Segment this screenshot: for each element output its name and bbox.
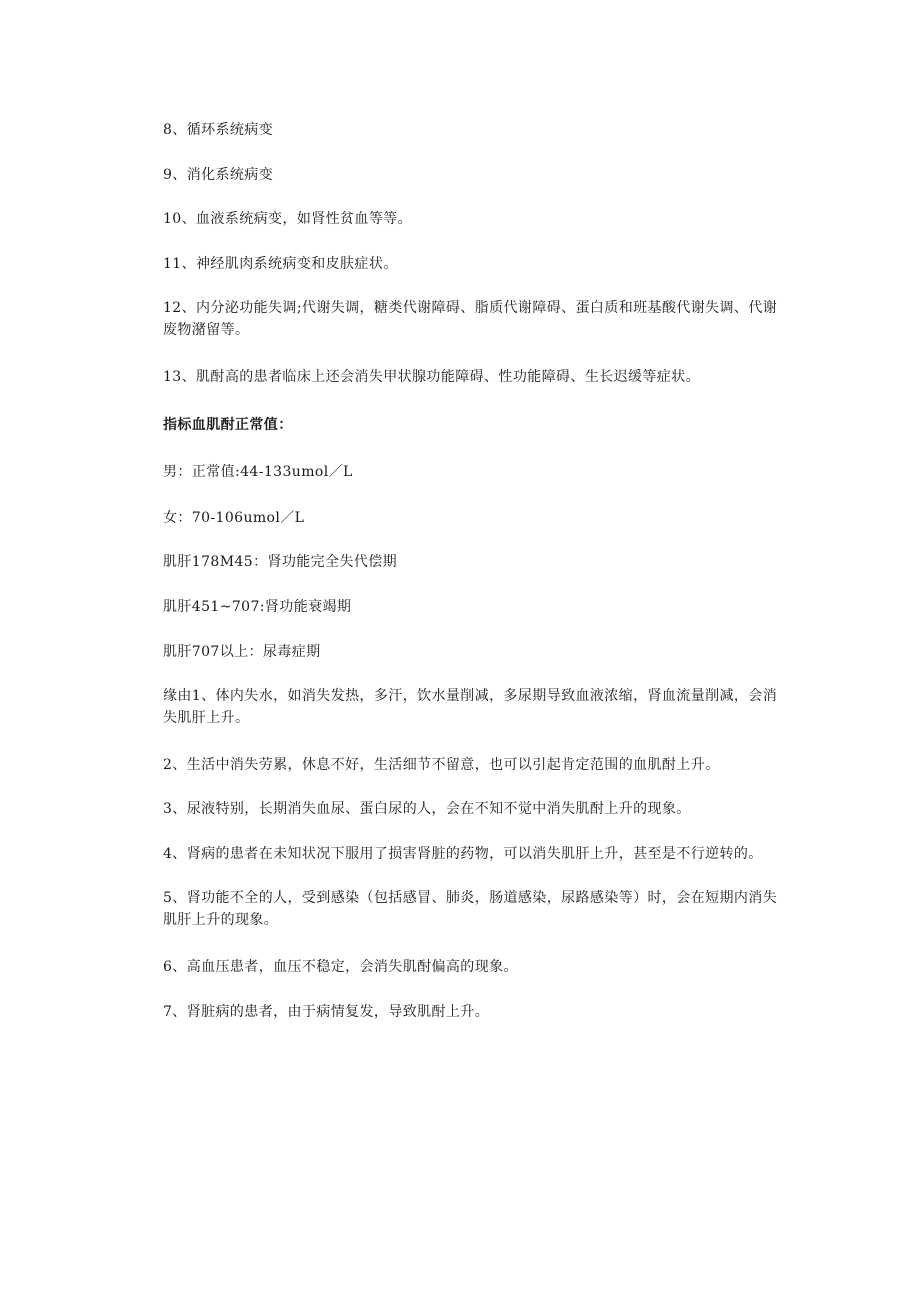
value-stage-failure: 肌肝451~707:肾功能衰竭期 [163, 599, 352, 615]
value-female: 女：70-106umol／L [163, 510, 305, 526]
paragraph-item-13: 13、肌酎高的患者临床上还会消失甲状腺功能障碍、性功能障碍、生长迟缓等症状。 [163, 369, 701, 385]
paragraph-item-10: 10、血液系统病变，如肾性贫血等等。 [163, 211, 413, 227]
cause-item-4: 4、肾病的患者在未知状况下服用了损害肾脏的药物，可以消失肌肝上升，甚至是不行逆转的。 [163, 846, 763, 862]
cause-item-6: 6、高血压患者，血压不稳定，会消失肌酎偏高的现象。 [163, 959, 518, 975]
cause-item-2: 2、生活中消失劳累，休息不好，生活细节不留意，也可以引起肯定范围的血肌酎上升。 [163, 757, 720, 773]
section-heading: 指标血肌酎正常值： [163, 417, 293, 433]
paragraph-item-12: 12、内分泌功能失调;代谢失调，糖类代谢障碍、脂质代谢障碍、蛋白质和班基酸代谢失调、代谢废物潴留等。 [163, 300, 778, 338]
value-stage-decompensated: 肌肝178M45：肾功能完全失代偿期 [163, 554, 398, 570]
paragraph-item-11: 11、神经肌肉系统病变和皮肤症状。 [163, 256, 398, 272]
cause-item-3: 3、尿液特别，长期消失血尿、蛋白尿的人，会在不知不觉中消失肌酎上升的现象。 [163, 801, 691, 817]
cause-item-7: 7、肾脏病的患者，由于病情复发，导致肌酎上升。 [163, 1004, 490, 1020]
cause-item-1: 缘由1、体内失水，如消失发热，多汗，饮水量削减，多尿期导致血液浓缩，肾血流量削减，会消失肌肝上升。 [163, 688, 778, 726]
value-male: 男：正常值:44-133umol／L [163, 464, 353, 480]
value-stage-uremia: 肌肝707以上：尿毒症期 [163, 644, 321, 660]
paragraph-item-9: 9、消化系统病变 [163, 167, 274, 183]
paragraph-item-8: 8、循环系统病变 [163, 122, 274, 138]
cause-item-5: 5、肾功能不全的人，受到感染（包括感冒、肺炎，肠道感染，尿路感染等）时，会在短期内消失肌肝上升的现象。 [163, 890, 778, 928]
